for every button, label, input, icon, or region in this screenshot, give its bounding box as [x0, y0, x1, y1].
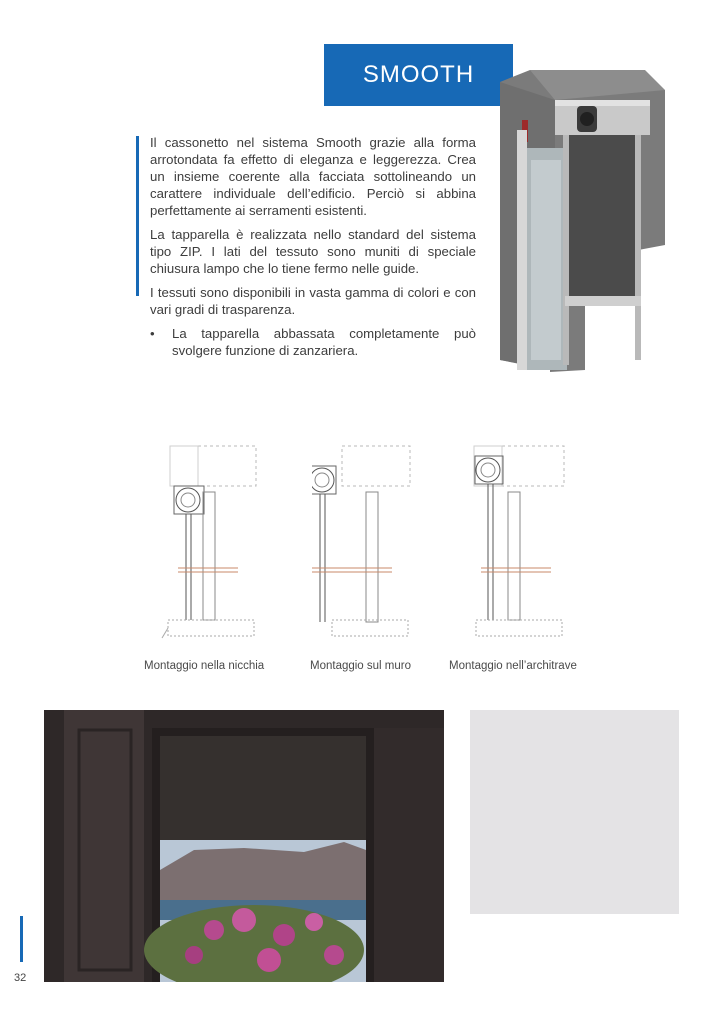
- diagram-muro: [312, 442, 412, 647]
- text-accent-bar: [136, 136, 139, 296]
- paragraph: La tapparella è realizzata nello standard del sistema tipo ZIP. I lati del tessuto sono muniti di speciale chiusura lampo che lo tiene fermo nelle guide.: [150, 227, 476, 276]
- color-swatch: [470, 710, 679, 914]
- bullet-item: [150, 325, 476, 359]
- paragraph: Il cassonetto nel sistema Smooth grazie alla forma arrotondata fa effetto di eleganza e leggerezza. Crea un insieme coerente alla facciata sottolineando un carattere individuale dell’edificio. Perciò si abbina perfettamente ai serramenti esistenti.: [150, 135, 476, 218]
- paragraph: I tessuti sono disponibili in vasta gamma di colori e con vari gradi di trasparenza.: [150, 285, 476, 317]
- page-title: SMOOTH: [324, 44, 513, 106]
- diagram-nicchia: [158, 442, 258, 647]
- caption-architrave: Montaggio nell’architrave: [449, 660, 577, 672]
- caption-nicchia: Montaggio nella nicchia: [144, 660, 265, 672]
- bullet-dot: •: [150, 326, 155, 341]
- window-photo: [44, 710, 444, 982]
- bullet-text: La tapparella abbassata completamente può svolgere funzione di zanzariera.: [172, 326, 476, 358]
- page-accent-bar: [20, 916, 23, 962]
- caption-muro: Montaggio sul muro: [310, 660, 411, 672]
- description-text: [150, 134, 476, 359]
- product-render-image: [495, 70, 670, 380]
- diagram-architrave: [466, 442, 566, 647]
- page-number: 32: [14, 972, 27, 984]
